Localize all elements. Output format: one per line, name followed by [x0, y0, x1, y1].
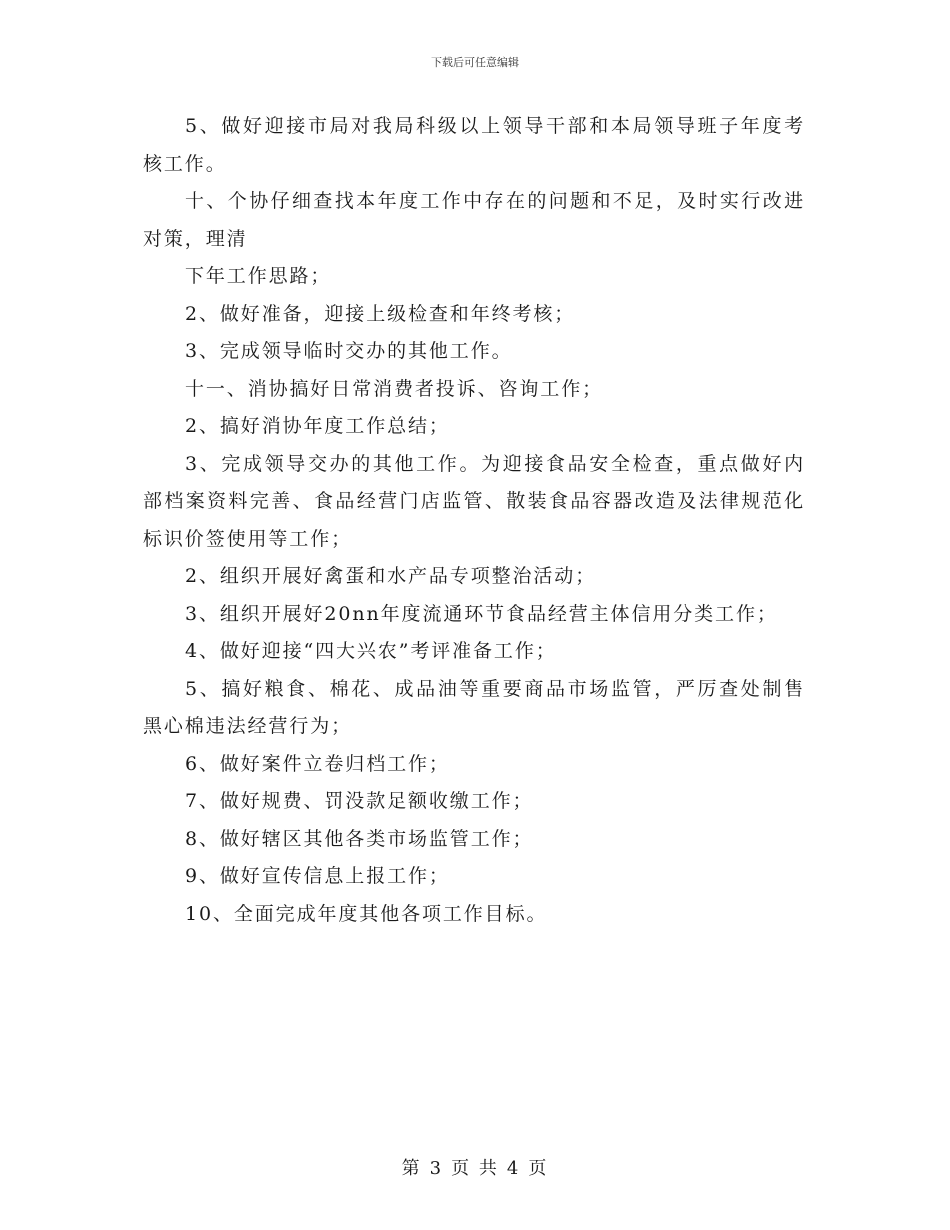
paragraph: 下年工作思路； [185, 265, 332, 287]
footer-prefix: 第 [401, 1158, 422, 1179]
footer-suffix: 页 [528, 1158, 549, 1179]
paragraph: 5、做好迎接市局对我局科级以上领导干部和本局领导班子年度考核工作。 [143, 115, 805, 175]
paragraph: 十、个协仔细查找本年度工作中存在的问题和不足，及时实行改进对策，理清 [143, 190, 805, 250]
paragraph: 8、做好辖区其他各类市场监管工作； [185, 827, 534, 850]
document-body [143, 108, 805, 933]
paragraph: 7、做好规费、罚没款足额收缴工作； [185, 790, 534, 812]
paragraph: 3、完成领导交办的其他工作。为迎接食品安全检查，重点做好内部档案资料完善、食品经营门店监管、散装食品容器改造及法律规范化标识价签使用等工作； [143, 452, 805, 550]
paragraph: 2、搞好消协年度工作总结； [185, 415, 450, 437]
paragraph: 6、做好案件立卷归档工作； [185, 752, 450, 775]
total-pages-number: 4 [506, 1158, 521, 1179]
paragraph: 十一、消协搞好日常消费者投诉、咨询工作； [185, 377, 604, 400]
paragraph: 5、搞好粮食、棉花、成品油等重要商品市场监管，严厉查处制售黑心棉违法经营行为； [143, 677, 805, 737]
page-number-footer [0, 1154, 950, 1180]
paragraph: 2、做好准备，迎接上级检查和年终考核； [185, 302, 576, 325]
paragraph: 9、做好宣传信息上报工作； [185, 865, 450, 887]
paragraph: 3、完成领导临时交办的其他工作。 [185, 340, 513, 362]
paragraph: 4、做好迎接“四大兴农”考评准备工作； [185, 640, 557, 662]
footer-middle: 页 共 [451, 1158, 499, 1179]
paragraph: 2、组织开展好禽蛋和水产品专项整治活动； [185, 565, 597, 587]
paragraph: 10、全面完成年度其他各项工作目标。 [185, 902, 548, 925]
paragraph: 3、组织开展好20nn年度流通环节食品经营主体信用分类工作； [185, 602, 778, 625]
current-page-number: 3 [429, 1158, 444, 1179]
header-note: 下载后可任意编辑 [431, 56, 519, 69]
